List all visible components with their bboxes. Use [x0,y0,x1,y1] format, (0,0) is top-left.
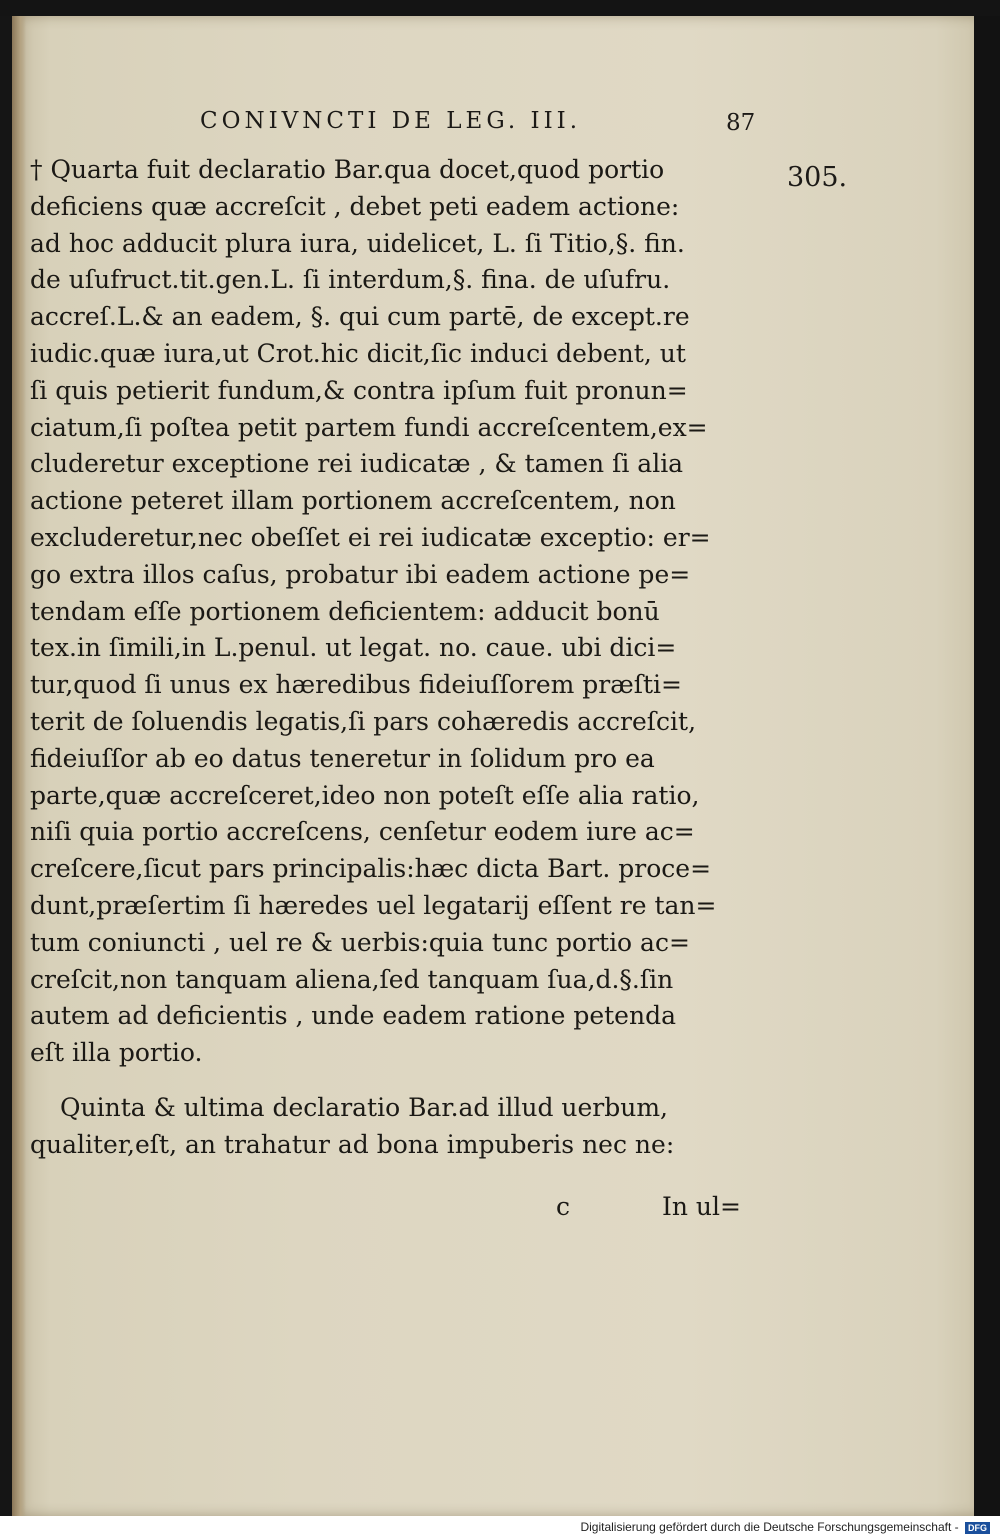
text-line: de uſufruct.tit.gen.L. ſi interdum,§. fina. de uſufru. [30,265,671,295]
text-line: dunt,præſertim ſi hæredes uel legatarij eſſent re tan= [30,890,717,920]
text-line: parte,quæ accreſceret,ideo non poteſt eſſe alia ratio, [30,780,700,810]
dfg-logo-icon: DFG [965,1522,990,1534]
signature-mark: c [556,1192,571,1221]
text-line: fideiuſſor ab eo datus teneretur in ſolidum pro ea [30,743,655,773]
text-line: actione peteret illam portionem accreſcentem, non [30,486,676,516]
digitization-credit [520,1520,990,1534]
scan-frame-right [974,16,1000,1516]
running-head: CONIVNCTI DE LEG. III. [200,108,582,134]
text-line: cluderetur exceptione rei iudicatæ , & tamen ſi alia [30,449,684,479]
folio-number: 87 [726,110,756,136]
text-line: eſt illa portio. [30,1038,203,1068]
text-line: ciatum,ſi poſtea petit partem fundi accreſcentem,ex= [30,412,708,442]
credit-text: Digitalisierung gefördert durch die Deutsche Forschungsgemeinschaft - [580,1520,959,1534]
body-text [30,152,755,1164]
text-line: † Quarta fuit declaratio Bar.qua docet,quod portio [30,155,665,184]
text-line: Quinta & ultima declaratio Bar.ad illud uerbum, [60,1092,669,1122]
text-line: tendam eſſe portionem deficientem: adducit bonū [30,596,660,626]
text-line: qualiter,eſt, an trahatur ad bona impuberis nec ne: [30,1129,675,1159]
catchword: In ul= [662,1192,741,1221]
text-line: go extra illos caſus, probatur ibi eadem actione pe= [30,559,691,589]
paragraph-gap [30,1072,755,1090]
text-line: tex.in ſimili,in L.penul. ut legat. no. caue. ubi dici= [30,633,677,663]
text-line: ſi quis petierit fundum,& contra ipſum fuit pronun= [30,375,688,405]
margin-note: 305. [787,162,848,193]
text-line: terit de ſoluendis legatis,ſi pars cohæredis accreſcit, [30,706,697,736]
text-line: niſi quia portio accreſcens, cenſetur eodem iure ac= [30,817,695,847]
text-line: creſcere,ſicut pars principalis:hæc dicta Bart. proce= [30,854,712,884]
text-line: tum coniuncti , uel re & uerbis:quia tunc portio ac= [30,927,690,957]
text-line: tur,quod ſi unus ex hæredibus fideiuſſorem præſti= [30,670,682,700]
page-gutter-shadow [12,16,26,1516]
text-line: deficiens quæ accreſcit , debet peti eadem actione: [30,191,680,221]
text-line: creſcit,non tanquam aliena,ſed tanquam ſua,d.§.ſin [30,964,674,994]
text-line: ad hoc adducit plura iura, uidelicet, L. ſi Titio,§. fin. [30,228,685,258]
text-line: autem ad deficientis , unde eadem ratione petenda [30,1001,676,1031]
scan-frame-top [0,0,1000,16]
text-line: accreſ.L.& an eadem, §. qui cum partē, de except.re [30,302,690,332]
text-line: excluderetur,nec obeſſet ei rei iudicatæ exceptio: er= [30,522,711,552]
text-line: iudic.quæ iura,ut Crot.hic dicit,ſic induci debent, ut [30,338,686,368]
